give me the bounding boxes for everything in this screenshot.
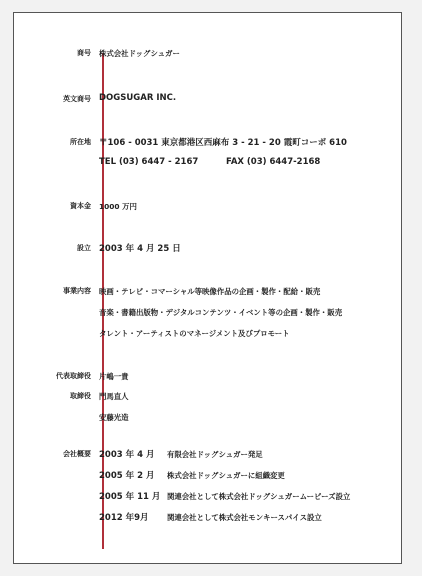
history-date: 2005 年 11 月 <box>99 492 161 502</box>
founded-label: 設立 <box>77 244 91 252</box>
history-entry <box>99 511 322 523</box>
history-entry <box>99 448 263 460</box>
address-label: 所在地 <box>70 138 91 146</box>
company-name-label: 商号 <box>77 49 91 57</box>
business-label: 事業内容 <box>63 287 91 295</box>
history-event: 株式会社ドッグシュガーに組織変更 <box>167 471 285 480</box>
history-event: 関連会社として株式会社ドッグシュガームービーズ設立 <box>167 492 351 501</box>
founded-value: 2003 年 4 月 25 日 <box>99 244 181 254</box>
capital-value: 1000 万円 <box>99 202 137 211</box>
directors-label: 取締役 <box>70 392 91 400</box>
history-date: 2003 年 4 月 <box>99 450 155 460</box>
ceo-value: 片嶋一貴 <box>99 372 129 381</box>
ceo-label: 代表取締役 <box>56 372 91 380</box>
business-item: タレント・アーティストのマネージメント及びプロモート <box>99 329 290 338</box>
english-name-value: DOGSUGAR INC. <box>99 93 177 103</box>
history-event: 関連会社として株式会社モンキースパイス設立 <box>167 513 322 522</box>
history-date: 2005 年 2 月 <box>99 471 155 481</box>
director-name: 安藤光造 <box>99 413 129 422</box>
company-name-value: 株式会社ドッグシュガー <box>99 49 180 58</box>
fax-value: FAX (03) 6447-2168 <box>226 157 321 167</box>
english-name-label: 英文商号 <box>63 95 91 103</box>
history-event: 有限会社ドッグシュガー発足 <box>167 450 263 459</box>
tel-value: TEL (03) 6447 - 2167 <box>99 157 199 167</box>
history-date: 2012 年9月 <box>99 513 149 523</box>
business-item: 映画・テレビ・コマーシャル等映像作品の企画・製作・配給・販売 <box>99 287 321 296</box>
company-profile-card <box>13 12 402 564</box>
business-item: 音楽・書籍出版物・デジタルコンテンツ・イベント等の企画・製作・販売 <box>99 308 343 317</box>
history-entry <box>99 490 350 502</box>
director-name: 門馬直人 <box>99 392 129 401</box>
capital-label: 資本金 <box>70 202 91 210</box>
address-line: 〒106 - 0031 東京都港区西麻布 3 - 21 - 20 霞町コーポ 610 <box>99 138 347 148</box>
history-entry <box>99 469 285 481</box>
history-label: 会社概要 <box>63 450 91 458</box>
